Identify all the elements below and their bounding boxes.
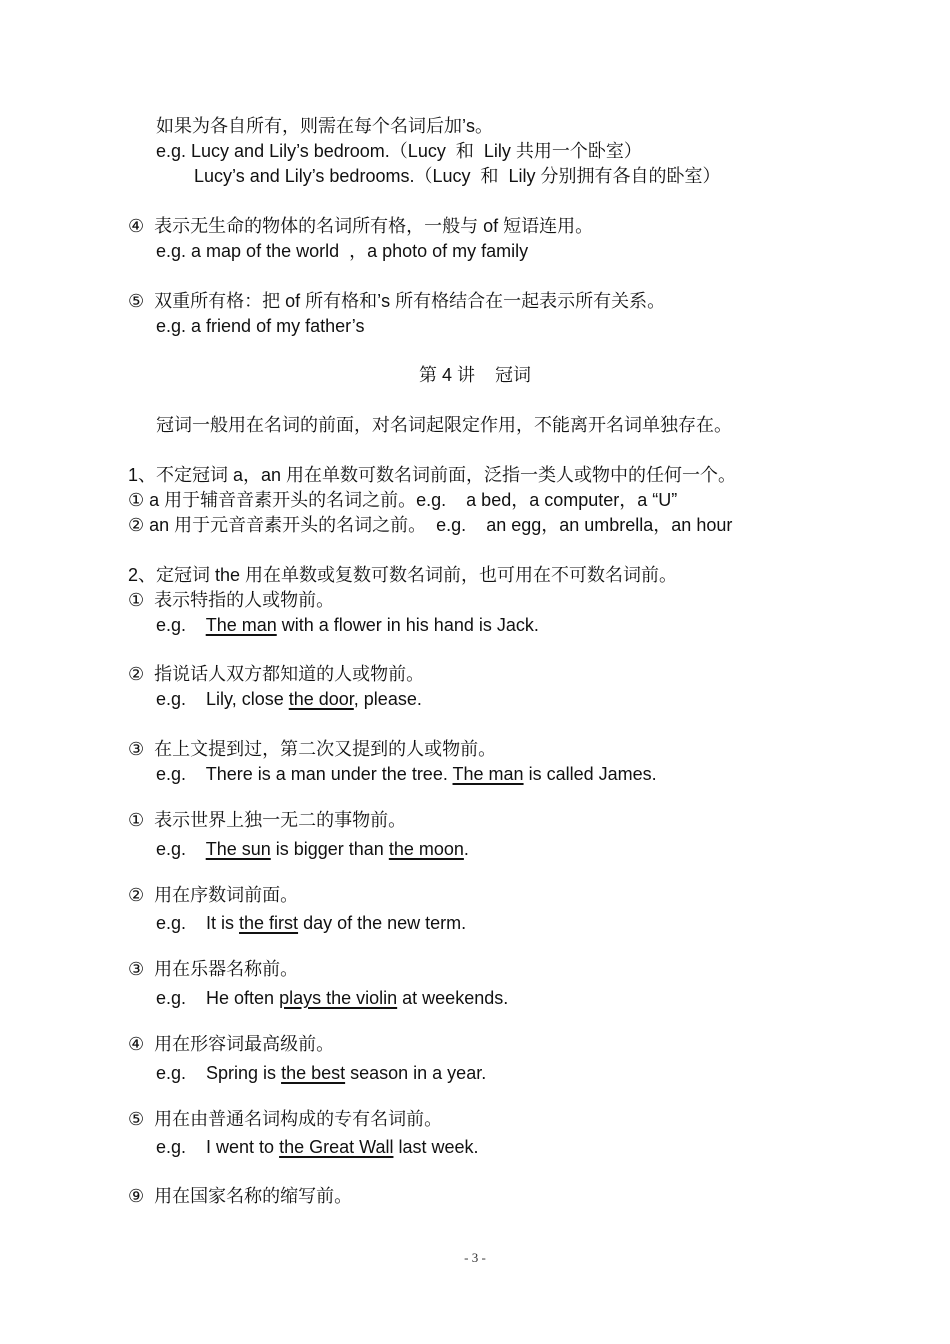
example-mid: season in a year. bbox=[345, 1063, 487, 1083]
definite-item-example bbox=[156, 763, 657, 785]
example-mid: at weekends. bbox=[397, 988, 509, 1008]
example-prefix: e.g. I went to bbox=[156, 1137, 280, 1157]
possessive-separate-rule: 如果为各自所有，则需在每个名词后加’s。 bbox=[156, 116, 493, 136]
definite-item-title: ③ 用在乐器名称前。 bbox=[128, 959, 299, 979]
possessive-separate-example-1: e.g. Lucy and Lily’s bedroom.（Lucy 和 Lily 共用一个卧室） bbox=[156, 141, 642, 161]
indefinite-heading: 1、不定冠词 a，an 用在单数可数名词前面，泛指一类人或物中的任何一个。 bbox=[128, 465, 737, 485]
definite-item-title: ⑤ 用在由普通名词构成的专有名词前。 bbox=[128, 1109, 443, 1129]
definite-item-title: ③ 在上文提到过，第二次又提到的人或物前。 bbox=[128, 739, 497, 759]
example-mid: last week. bbox=[393, 1137, 479, 1157]
definite-item-example bbox=[156, 688, 422, 710]
example-suffix: . bbox=[463, 839, 469, 859]
example-prefix: e.g. There is a man under the tree. bbox=[156, 764, 453, 784]
example-mid: is called James. bbox=[523, 764, 657, 784]
possessive-item4-example: e.g. a map of the world ，a photo of my family bbox=[156, 241, 529, 261]
definite-heading: 2、定冠词 the 用在单数或复数可数名词前，也可用在不可数名词前。 bbox=[128, 565, 678, 585]
example-mid: , please. bbox=[353, 689, 422, 709]
underlined-phrase: The sun bbox=[205, 839, 271, 859]
example-prefix: e.g. bbox=[156, 839, 206, 859]
definite-item-example bbox=[156, 987, 508, 1009]
example-prefix: e.g. Lily, close bbox=[156, 689, 289, 709]
definite-item-example bbox=[156, 912, 466, 934]
underlined-phrase: the door bbox=[288, 689, 354, 709]
definite-item-example bbox=[156, 1062, 486, 1084]
underlined-phrase: The man bbox=[205, 615, 277, 635]
definite-item-title: ② 指说话人双方都知道的人或物前。 bbox=[128, 664, 425, 684]
definite-last-item-title: ⑨ 用在国家名称的缩写前。 bbox=[128, 1186, 353, 1206]
possessive-item4-title: ④ 表示无生命的物体的名词所有格，一般与 of 短语连用。 bbox=[128, 216, 594, 236]
definite-item-title: ① 表示特指的人或物前。 bbox=[128, 590, 335, 610]
indefinite-a-rule: ① a 用于辅音音素开头的名词之前。e.g. a bed，a computer，a “U” bbox=[128, 490, 678, 510]
lecture-title: 第 4 讲 冠词 bbox=[418, 365, 532, 385]
underlined-phrase: the first bbox=[239, 913, 299, 933]
example-prefix: e.g. Spring is bbox=[156, 1063, 282, 1083]
example-prefix: e.g. He often bbox=[156, 988, 280, 1008]
definite-item-title: ④ 用在形容词最高级前。 bbox=[128, 1034, 335, 1054]
possessive-separate-example-2: Lucy’s and Lily’s bedrooms.（Lucy 和 Lily 分别拥有各自的卧室） bbox=[194, 166, 721, 186]
example-prefix: e.g. bbox=[156, 615, 206, 635]
indefinite-an-rule: ② an 用于元音音素开头的名词之前。 e.g. an egg，an umbrella，an hour bbox=[128, 515, 733, 535]
underlined-phrase: the Great Wall bbox=[279, 1137, 394, 1157]
possessive-item5-example: e.g. a friend of my father’s bbox=[156, 316, 365, 336]
definite-item-example bbox=[156, 1136, 479, 1158]
underlined-phrase: The man bbox=[452, 764, 524, 784]
underlined-phrase-2: the moon bbox=[388, 839, 464, 859]
example-mid: day of the new term. bbox=[298, 913, 467, 933]
example-mid: with a flower in his hand is Jack. bbox=[276, 615, 539, 635]
definite-item-example bbox=[156, 614, 539, 636]
possessive-item5-title: ⑤ 双重所有格：把 of 所有格和’s 所有格结合在一起表示所有关系。 bbox=[128, 291, 666, 311]
underlined-phrase: the best bbox=[281, 1063, 346, 1083]
lecture-intro: 冠词一般用在名词的前面，对名词起限定作用，不能离开名词单独存在。 bbox=[156, 415, 732, 435]
page-number: - 3 - bbox=[464, 1250, 486, 1265]
definite-item-example bbox=[156, 838, 469, 860]
underlined-phrase: plays the violin bbox=[279, 988, 398, 1008]
example-prefix: e.g. It is bbox=[156, 913, 240, 933]
example-mid: is bigger than bbox=[270, 839, 389, 859]
definite-item-title: ② 用在序数词前面。 bbox=[128, 885, 299, 905]
definite-item-title: ① 表示世界上独一无二的事物前。 bbox=[128, 810, 407, 830]
